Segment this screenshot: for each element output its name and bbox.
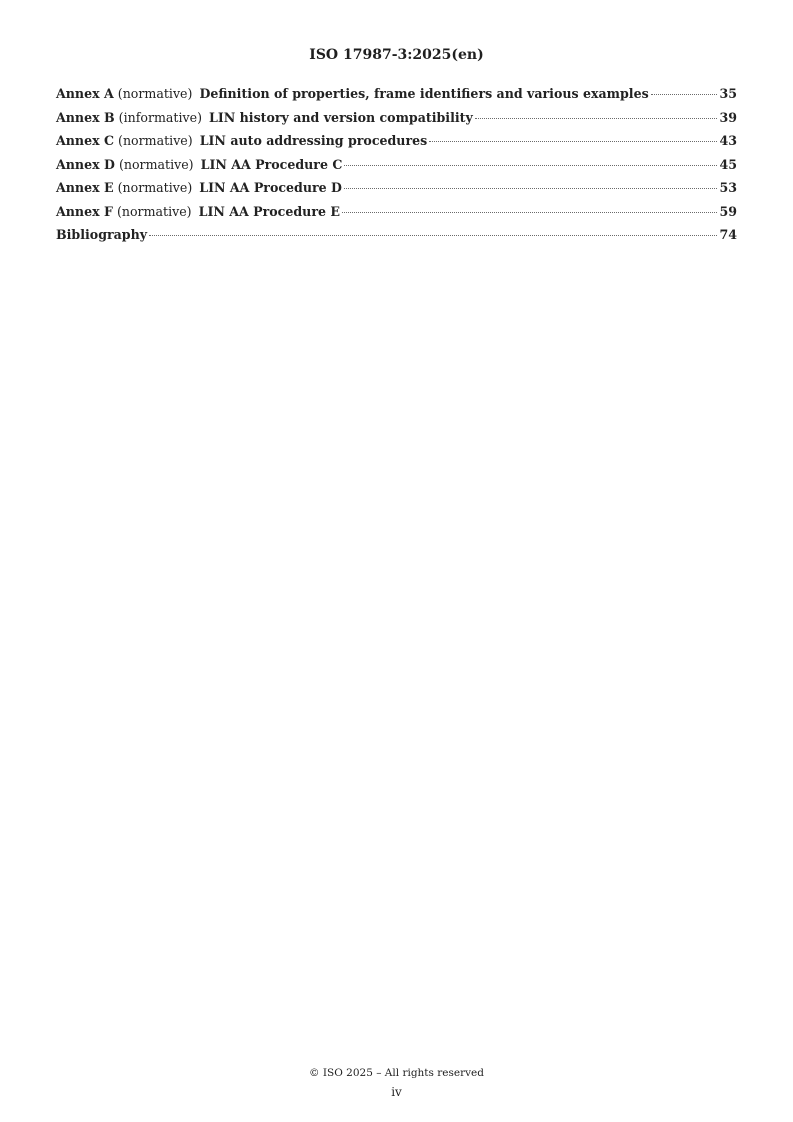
dot-leader [429,141,717,142]
annex-identifier: Annex F [56,203,113,219]
dot-leader [344,165,717,166]
dot-leader [342,212,718,213]
page-number: iv [391,1085,402,1099]
dot-leader [344,188,718,189]
table-of-contents [56,84,737,249]
toc-page-number: 35 [719,86,737,101]
toc-page-number: 43 [719,133,737,148]
toc-entry-title: LIN history and version compatibility [209,109,473,125]
copyright-notice: © ISO 2025 – All rights reserved [309,1067,484,1079]
annex-identifier: Annex A [56,86,114,101]
toc-entry-title: LIN AA Procedure D [199,180,342,195]
toc-entry-title: Bibliography [56,227,148,242]
toc-entry-bibliography[interactable] [56,225,737,249]
toc-entry-label [56,178,342,198]
toc-entry-title: LIN AA Procedure C [200,156,343,172]
annex-identifier: Annex B [56,109,115,125]
annex-kind: (normative) [118,156,194,172]
toc-page-number: 39 [719,109,737,125]
toc-page-number: 45 [719,156,737,172]
toc-entry-annex-c[interactable] [56,131,737,155]
toc-entry-annex-f[interactable] [56,202,737,226]
toc-entry-annex-e[interactable] [56,178,737,202]
annex-kind: (informative) [118,109,202,125]
toc-entry-label [56,202,340,222]
annex-identifier: Annex E [56,180,114,195]
toc-entry-title: Definition of properties, frame identifiers and various examples [199,86,649,101]
dot-leader [475,118,718,119]
toc-entry-annex-a[interactable] [56,84,737,108]
toc-page-number: 59 [719,203,737,219]
toc-entry-label [56,155,342,175]
dot-leader [651,94,718,95]
toc-entry-title: LIN AA Procedure E [198,203,340,219]
toc-entry-title: LIN auto addressing procedures [199,133,428,148]
dot-leader [149,235,717,236]
annex-kind: (normative) [116,203,192,219]
annex-kind: (normative) [117,180,193,195]
toc-entry-label [56,131,427,151]
toc-page-number: 53 [719,180,737,195]
toc-entry-annex-d[interactable] [56,155,737,179]
document-header: ISO 17987-3:2025(en) [309,47,484,63]
annex-identifier: Annex D [56,156,115,172]
toc-page-number: 74 [719,227,737,242]
annex-identifier: Annex C [56,133,115,148]
annex-kind: (normative) [117,86,193,101]
toc-entry-label [56,84,649,104]
annex-kind: (normative) [118,133,193,148]
toc-entry-annex-b[interactable] [56,108,737,132]
toc-entry-label [56,108,473,128]
